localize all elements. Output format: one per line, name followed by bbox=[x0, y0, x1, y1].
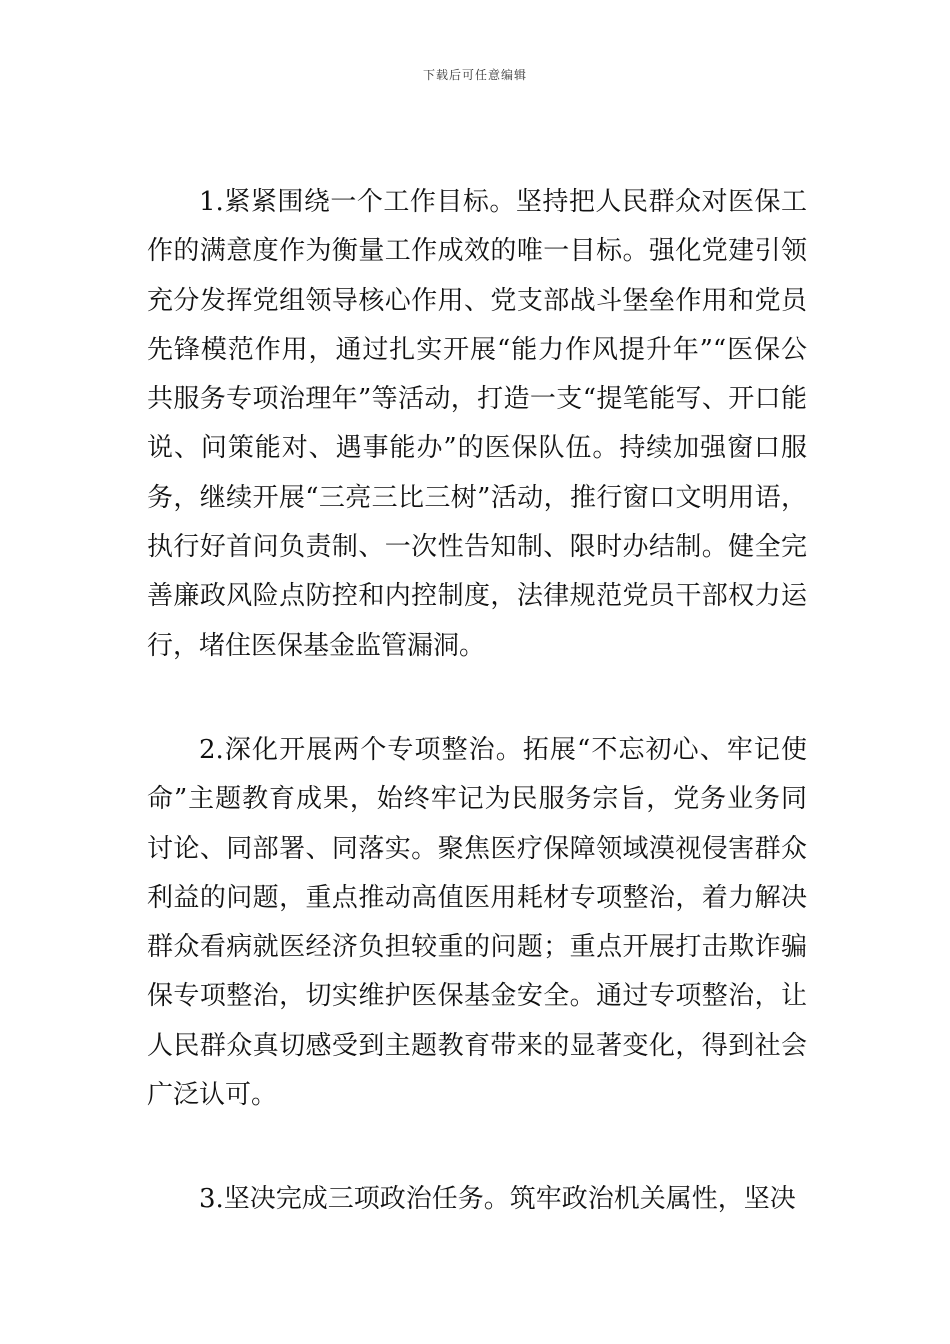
paragraph-2: 2.深化开展两个专项整治。拓展“不忘初心、牢记使命”主题教育成果，始终牢记为民服务宗旨，党务业务同讨论、同部署、同落实。聚焦医疗保障领域漠视侵害群众利益的问题，重点推动高值医用耗材专项整治，着力解决群众看病就医经济负担较重的问题；重点开展打击欺诈骗保专项整治，切实维护医保基金安全。通过专项整治，让人民群众真切感受到主题教育带来的显著变化，得到社会广泛认可。 bbox=[147, 734, 807, 1111]
document-body bbox=[147, 178, 807, 1225]
paragraph-3: 3.坚决完成三项政治任务。筑牢政治机关属性，坚决 bbox=[199, 1184, 796, 1215]
paragraph-1: 1.紧紧围绕一个工作目标。坚持把人民群众对医保工作的满意度作为衡量工作成效的唯一目标。强化党建引领充分发挥党组领导核心作用、党支部战斗堡垒作用和党员先锋模范作用，通过扎实开展“能力作风提升年”“医保公共服务专项治理年”等活动，打造一支“提笔能写、开口能说、问策能对、遇事能办”的医保队伍。持续加强窗口服务，继续开展“三亮三比三树”活动，推行窗口文明用语，执行好首问负责制、一次性告知制、限时办结制。健全完善廉政风险点防控和内控制度，法律规范党员干部权力运行，堵住医保基金监管漏洞。 bbox=[147, 187, 807, 661]
header-note: 下载后可任意编辑 bbox=[422, 68, 527, 82]
